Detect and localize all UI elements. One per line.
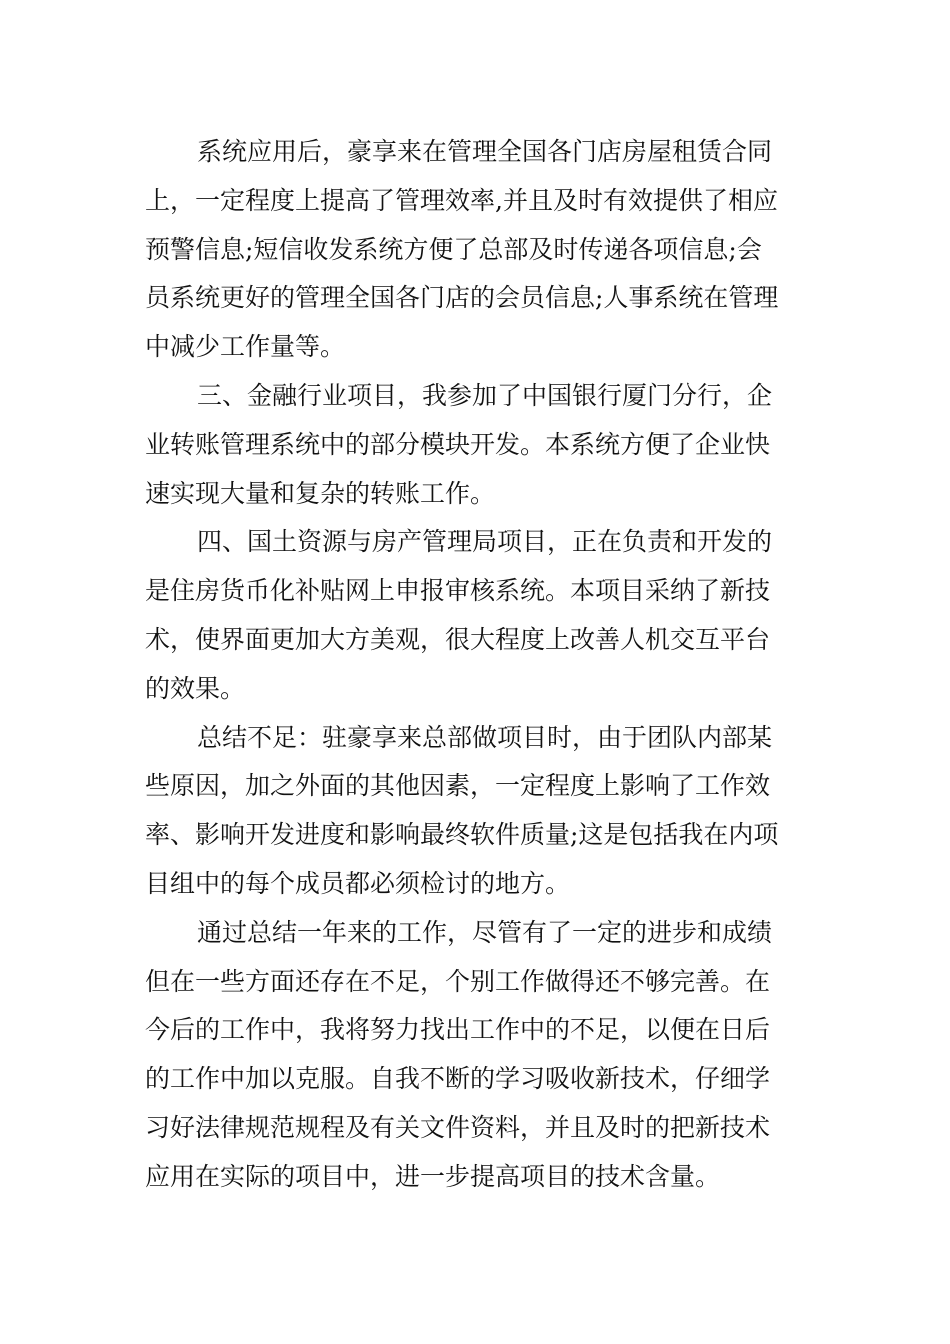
text-line: 应用在实际的项目中，进一步提高项目的技术含量。 bbox=[145, 1161, 721, 1191]
text-line: 上，一定程度上提高了管理效率,并且及时有效提供了相应 bbox=[145, 185, 778, 215]
text-line: 些原因，加之外面的其他因素，一定程度上影响了工作效 bbox=[145, 771, 771, 801]
text-line: 是住房货币化补贴网上申报审核系统。本项目采纳了新技 bbox=[145, 576, 771, 606]
text-line: 三、金融行业项目，我参加了中国银行厦门分行，企 bbox=[197, 380, 773, 410]
text-line: 中减少工作量等。 bbox=[145, 332, 346, 362]
paragraph-shortcomings bbox=[145, 714, 807, 909]
text-line: 术，使界面更加大方美观，很大程度上改善人机交互平台 bbox=[145, 624, 771, 654]
text-line: 业转账管理系统中的部分模块开发。本系统方便了企业快 bbox=[145, 429, 771, 459]
text-line: 习好法律规范规程及有关文件资料，并且及时的把新技术 bbox=[145, 1112, 771, 1142]
text-line: 速实现大量和复杂的转账工作。 bbox=[145, 478, 496, 508]
text-line: 总结不足：驻豪享来总部做项目时，由于团队内部某 bbox=[197, 722, 773, 752]
text-line: 今后的工作中，我将努力找出工作中的不足，以便在日后 bbox=[145, 1015, 771, 1045]
text-line: 四、国土资源与房产管理局项目，正在负责和开发的 bbox=[197, 527, 773, 557]
paragraph-finance-project bbox=[145, 372, 807, 518]
text-line: 员系统更好的管理全国各门店的会员信息;人事系统在管理 bbox=[145, 283, 779, 313]
text-line: 系统应用后，豪享来在管理全国各门店房屋租赁合同 bbox=[197, 137, 773, 166]
text-line: 通过总结一年来的工作，尽管有了一定的进步和成绩 bbox=[197, 917, 773, 947]
paragraph-summary bbox=[145, 909, 807, 1202]
text-line: 率、影响开发进度和影响最终软件质量;这是包括我在内项 bbox=[145, 820, 779, 850]
text-line: 的工作中加以克服。自我不断的学习吸收新技术，仔细学 bbox=[145, 1064, 771, 1094]
text-line: 目组中的每个成员都必须检讨的地方。 bbox=[145, 868, 571, 898]
paragraph-system-application bbox=[145, 128, 807, 372]
paragraph-land-resources-project bbox=[145, 518, 807, 713]
text-line: 的效果。 bbox=[145, 673, 246, 703]
document-body bbox=[145, 128, 807, 1202]
text-line: 但在一些方面还存在不足，个别工作做得还不够完善。在 bbox=[145, 966, 771, 996]
text-line: 预警信息;短信收发系统方便了总部及时传递各项信息;会 bbox=[145, 234, 762, 264]
